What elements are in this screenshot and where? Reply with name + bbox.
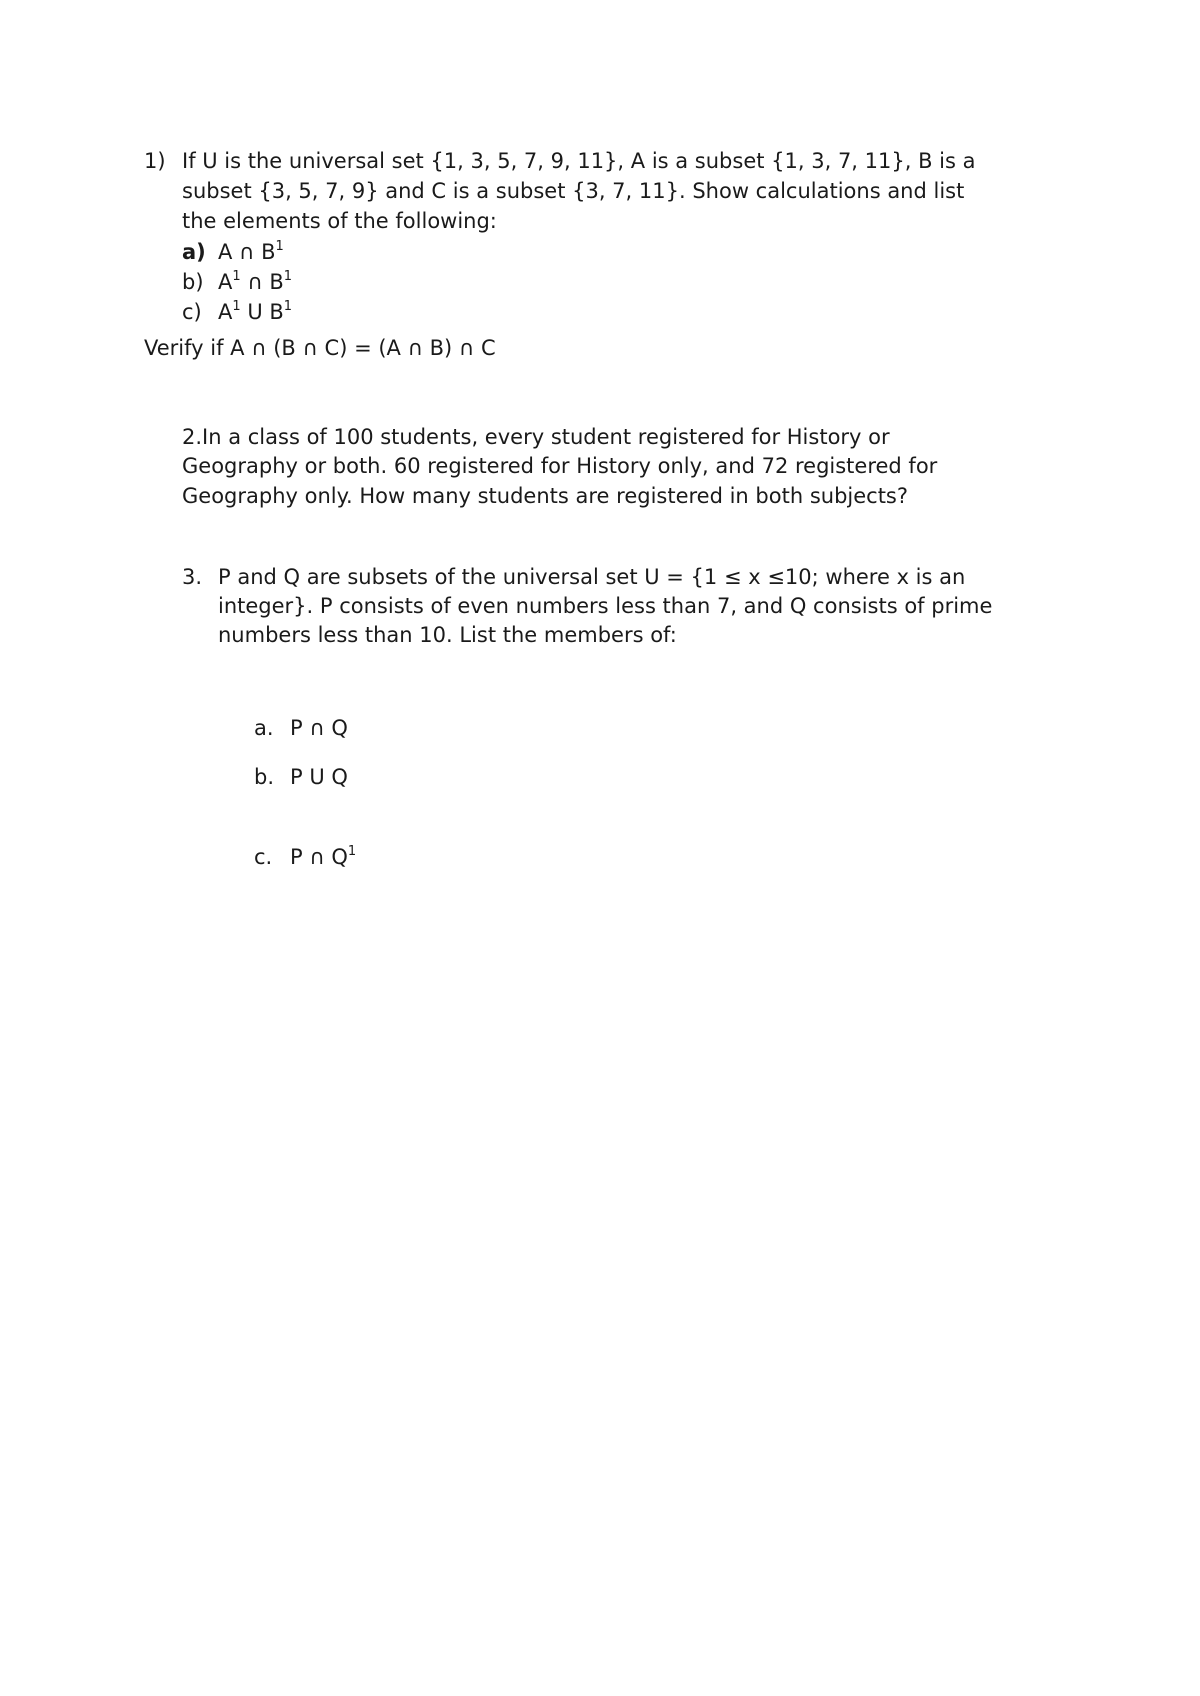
question-3-line-3-row <box>218 620 677 650</box>
question-3-number: 3. <box>182 565 203 589</box>
question-1-line-3-row <box>182 206 497 236</box>
item-b-complement-mark-1: 1 <box>232 269 241 284</box>
q3-item-c-complement-mark: 1 <box>347 844 357 859</box>
question-3-item-c <box>254 842 356 872</box>
question-1-item-b <box>182 267 292 297</box>
q3-item-b-text: P U Q <box>290 765 348 789</box>
item-c-complement-mark-1: 1 <box>232 299 241 314</box>
question-1 <box>144 146 976 176</box>
question-2-line-3: Geography only. How many students are registered in both subjects? <box>182 484 909 508</box>
item-b-label: b) <box>182 270 204 294</box>
question-3-line-1: P and Q are subsets of the universal set U = {1 ≤ x ≤10; where x is an <box>218 565 966 589</box>
question-1-item-c <box>182 297 292 327</box>
question-2-line-1: 2.In a class of 100 students, every student registered for History or <box>182 425 890 449</box>
question-2-line-2: Geography or both. 60 registered for History only, and 72 registered for <box>182 454 938 478</box>
question-1-number: 1) <box>144 149 166 173</box>
question-2-line-2-row <box>182 451 937 481</box>
question-3-line-2-row <box>218 591 992 621</box>
q3-item-a-label: a. <box>254 716 274 740</box>
question-2-line-1-row <box>182 422 890 452</box>
q3-item-c-label: c. <box>254 845 273 869</box>
item-b-text-1: A <box>218 270 233 294</box>
item-b-complement-mark-2: 1 <box>283 269 293 284</box>
question-3-line-2: integer}. P consists of even numbers less than 7, and Q consists of prime <box>218 594 993 618</box>
question-1-line-2: subset {3, 5, 7, 9} and C is a subset {3, 7, 11}. Show calculations and list <box>182 179 965 203</box>
item-a-complement-mark: 1 <box>275 239 284 254</box>
question-3-line-3: numbers less than 10. List the members of: <box>218 623 677 647</box>
q3-item-b-label: b. <box>254 765 275 789</box>
item-a-label: a) <box>182 240 206 264</box>
item-c-complement-mark-2: 1 <box>283 299 293 314</box>
question-1-verify <box>144 333 496 363</box>
verify-text: Verify if A ∩ (B ∩ C) = (A ∩ B) ∩ C <box>144 336 496 360</box>
item-b-text-2: ∩ B <box>240 270 284 294</box>
q3-item-a-text: P ∩ Q <box>290 716 348 740</box>
question-1-line-3: the elements of the following: <box>182 209 497 233</box>
item-c-text-2: U B <box>240 300 284 324</box>
item-c-label: c) <box>182 300 202 324</box>
question-3 <box>182 562 965 592</box>
item-a-text: A ∩ B <box>218 240 276 264</box>
item-c-text-1: A <box>218 300 233 324</box>
question-3-item-a <box>254 713 348 743</box>
q3-item-c-text: P ∩ Q <box>290 845 348 869</box>
question-3-item-b <box>254 762 348 792</box>
question-1-line-2-row <box>182 176 964 206</box>
question-2-line-3-row <box>182 481 908 511</box>
question-1-item-a <box>182 237 284 267</box>
question-1-line-1: If U is the universal set {1, 3, 5, 7, 9, 11}, A is a subset {1, 3, 7, 11}, B is a <box>182 149 976 173</box>
